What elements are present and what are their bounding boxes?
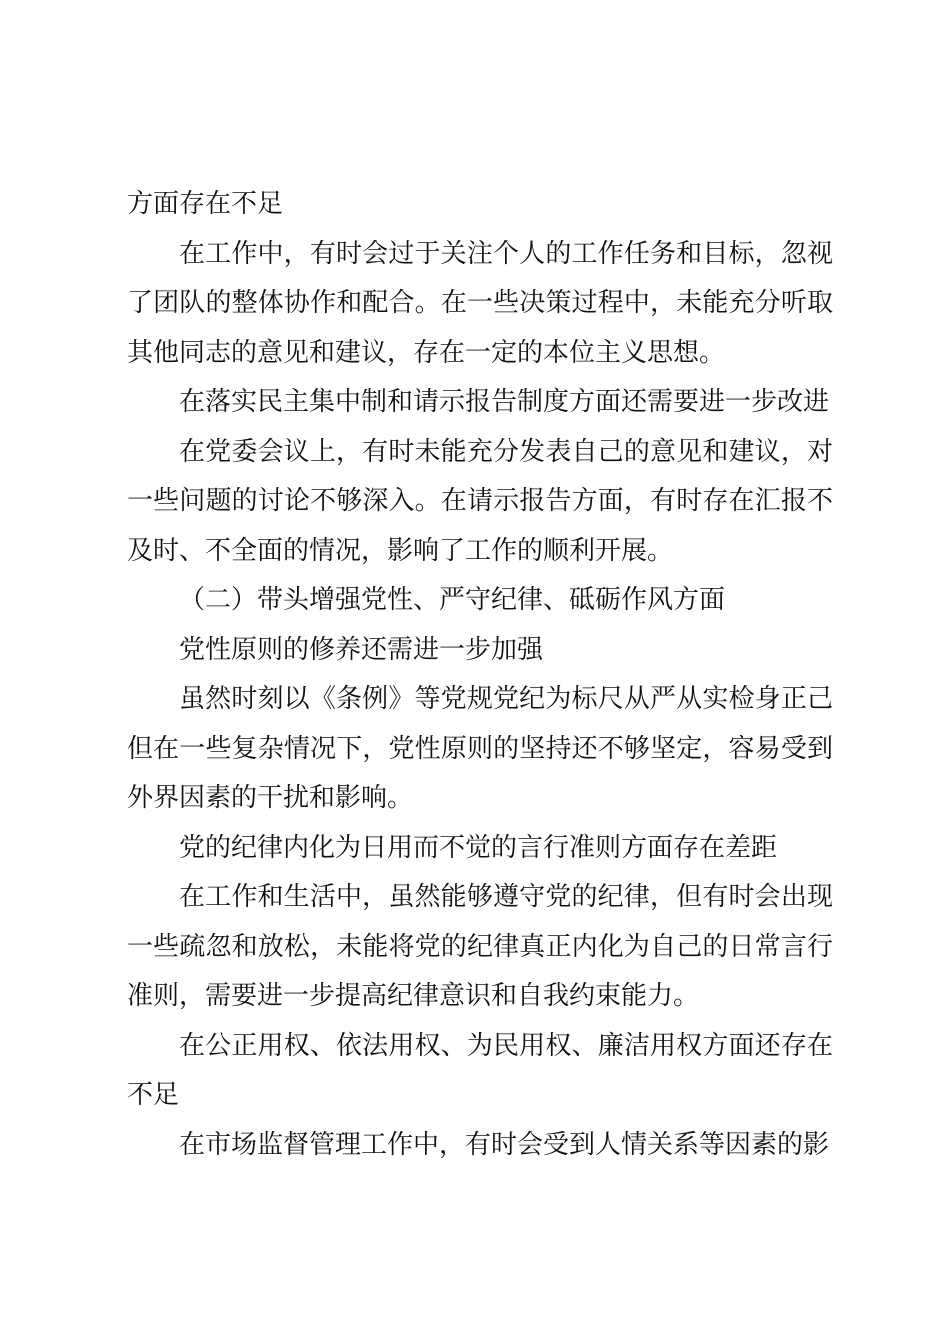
paragraph-4: 在党委会议上，有时未能充分发表自己的意见和建议，对一些问题的讨论不够深入。在请示报告方面，有时存在汇报不及时、不全面的情况，影响了工作的顺利开展。	[127, 436, 833, 566]
paragraph-11: 在市场监督管理工作中，有时会受到人情关系等因素的影	[179, 1129, 830, 1160]
paragraph-9: 在工作和生活中，虽然能够遵守党的纪律，但有时会出现一些疏忽和放松，未能将党的纪律真正内化为自己的日常言行准则，需要进一步提高纪律意识和自我约束能力。	[127, 882, 833, 1011]
paragraph-10-heading: 在公正用权、依法用权、为民用权、廉洁用权方面还存在不足	[127, 1030, 833, 1110]
paragraph-3-heading: 在落实民主集中制和请示报告制度方面还需要进一步改进	[179, 387, 830, 417]
paragraph-6-heading: 党性原则的修养还需进一步加强	[179, 634, 544, 665]
document-body	[127, 180, 833, 1170]
paragraph-8-heading: 党的纪律内化为日用而不觉的言行准则方面存在差距	[179, 832, 778, 863]
paragraph-2: 在工作中，有时会过于关注个人的工作任务和目标，忽视了团队的整体协作和配合。在一些决策过程中，未能充分听取其他同志的意见和建议，存在一定的本位主义思想。	[127, 238, 833, 368]
paragraph-7: 虽然时刻以《条例》等党规党纪为标尺从严从实检身正己但在一些复杂情况下，党性原则的坚持还不够坚定，容易受到外界因素的干扰和影响。	[127, 684, 833, 813]
paragraph-1: 方面存在不足	[127, 189, 284, 219]
section-heading-2: （二）带头增强党性、严守纪律、砥砺作风方面	[179, 585, 726, 615]
